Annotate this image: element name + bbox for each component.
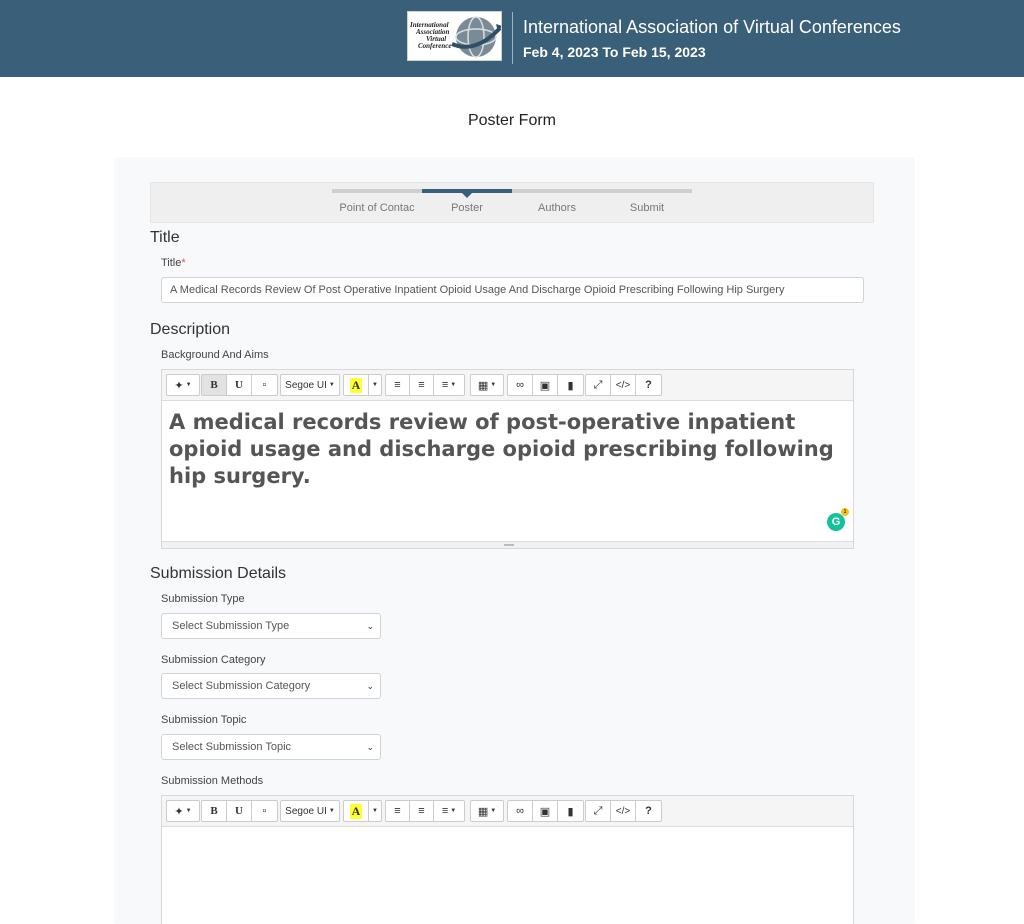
- conference-dates: Feb 4, 2023 To Feb 15, 2023: [523, 44, 706, 60]
- link-button[interactable]: [508, 801, 533, 821]
- submission-type-label: Submission Type: [161, 593, 245, 605]
- step-label: Authors: [538, 202, 576, 214]
- title-field-label: [161, 257, 186, 269]
- conference-logo[interactable]: [407, 11, 502, 61]
- chevron-down-icon: ▼: [185, 808, 192, 814]
- chevron-down-icon: ▼: [372, 808, 378, 814]
- font-name-label: Segoe UI: [285, 379, 327, 391]
- page-title: Poster Form: [467, 112, 556, 129]
- paragraph-group: [385, 800, 465, 822]
- organization-name: International Association of Virtual Conferences: [523, 17, 901, 37]
- bold-button[interactable]: B: [202, 375, 227, 395]
- grammarly-badge: 1: [841, 508, 849, 516]
- chevron-down-icon: ▼: [328, 808, 335, 814]
- code-view-button[interactable]: </>: [611, 801, 636, 821]
- format-group: [201, 800, 278, 822]
- resize-grip-icon: [504, 544, 514, 546]
- submission-category-select[interactable]: [161, 673, 381, 699]
- submission-type-select[interactable]: [161, 613, 381, 639]
- unordered-list-button[interactable]: [386, 375, 410, 395]
- form-stepper: [150, 182, 874, 223]
- submission-methods-editor: [161, 795, 854, 924]
- help-button[interactable]: ?: [645, 805, 652, 817]
- style-group: [166, 374, 200, 396]
- background-aims-editor: [161, 369, 854, 549]
- chevron-down-icon: ⌄: [366, 742, 374, 752]
- step-bar: [512, 189, 602, 193]
- ordered-list-icon: ≡: [418, 379, 425, 391]
- picture-icon: ▣: [539, 379, 551, 392]
- video-icon: ▮: [567, 379, 574, 392]
- color-group: [343, 800, 382, 822]
- align-dropdown[interactable]: [434, 801, 464, 821]
- step-bar: [602, 189, 692, 193]
- color-group: [343, 374, 382, 396]
- step-bar: [332, 189, 422, 193]
- active-step-arrow-icon: [462, 193, 472, 198]
- background-aims-label: Background And Aims: [161, 349, 269, 361]
- code-view-button[interactable]: </>: [611, 375, 636, 395]
- ordered-list-button[interactable]: [410, 801, 434, 821]
- submission-topic-value: Select Submission Topic: [172, 741, 292, 753]
- table-group: [470, 374, 504, 396]
- magic-wand-icon: ✦: [174, 379, 184, 392]
- ordered-list-button[interactable]: [410, 375, 434, 395]
- picture-button[interactable]: [533, 375, 558, 395]
- color-a-icon: A: [351, 377, 361, 392]
- misc-group: [585, 374, 662, 396]
- clear-format-button[interactable]: [252, 375, 277, 395]
- text-color-button[interactable]: [344, 801, 369, 821]
- chevron-down-icon: ▼: [185, 382, 192, 388]
- eraser-icon: ▫: [262, 379, 267, 391]
- fullscreen-button[interactable]: [586, 801, 611, 821]
- table-icon: ▦: [477, 805, 489, 818]
- link-icon: ∞: [516, 379, 524, 391]
- fullscreen-icon: ⤢: [593, 804, 603, 817]
- link-button[interactable]: [508, 375, 533, 395]
- clear-format-button[interactable]: [252, 801, 277, 821]
- unordered-list-button[interactable]: [386, 801, 410, 821]
- table-icon: ▦: [477, 379, 489, 392]
- title-section-heading: Title: [150, 229, 180, 246]
- table-dropdown[interactable]: [471, 375, 503, 395]
- editor-resize-handle[interactable]: [162, 541, 853, 548]
- color-dropdown-button[interactable]: [369, 375, 381, 395]
- misc-group: [585, 800, 662, 822]
- insert-group: [507, 374, 584, 396]
- step-label: Poster: [451, 202, 483, 214]
- chevron-down-icon: ⌄: [366, 621, 374, 631]
- fullscreen-icon: ⤢: [593, 378, 603, 391]
- bold-button[interactable]: B: [202, 801, 227, 821]
- grammarly-icon[interactable]: G 1: [827, 513, 845, 531]
- link-icon: ∞: [516, 805, 524, 817]
- title-label-text: Title: [161, 257, 182, 269]
- help-button[interactable]: ?: [645, 379, 652, 391]
- site-header: [0, 0, 1024, 77]
- video-button[interactable]: [558, 801, 583, 821]
- chevron-down-icon: ▼: [328, 382, 335, 388]
- submission-category-value: Select Submission Category: [172, 680, 311, 692]
- logo-text: [410, 22, 451, 50]
- text-color-button[interactable]: [344, 375, 369, 395]
- submission-category-label: Submission Category: [161, 654, 266, 666]
- align-icon: ≡: [441, 805, 449, 817]
- chevron-down-icon: ▼: [372, 382, 378, 388]
- video-icon: ▮: [567, 805, 574, 818]
- required-marker: *: [181, 257, 186, 269]
- editor-toolbar: [162, 796, 853, 827]
- style-button[interactable]: [167, 801, 199, 821]
- style-group: [166, 800, 200, 822]
- format-group: [201, 374, 278, 396]
- font-group: [280, 800, 340, 822]
- logo-line: Virtual: [426, 35, 447, 43]
- chevron-down-icon: ⌄: [366, 681, 374, 691]
- color-a-icon: A: [351, 803, 361, 818]
- video-button[interactable]: [558, 375, 583, 395]
- font-name-label: Segoe UI: [285, 805, 327, 817]
- picture-button[interactable]: [533, 801, 558, 821]
- table-group: [470, 800, 504, 822]
- globe-icon: [448, 14, 502, 60]
- submission-details-heading: Submission Details: [150, 565, 287, 582]
- editor-toolbar: [162, 370, 853, 401]
- submission-type-value: Select Submission Type: [172, 620, 290, 632]
- editor-content-area[interactable]: [162, 401, 853, 541]
- picture-icon: ▣: [539, 805, 551, 818]
- underline-button[interactable]: U: [227, 375, 252, 395]
- align-icon: ≡: [441, 379, 449, 391]
- magic-wand-icon: ✦: [174, 805, 184, 818]
- font-name-dropdown[interactable]: [281, 375, 339, 395]
- table-dropdown[interactable]: [471, 801, 503, 821]
- logo-line: Association: [416, 28, 450, 36]
- editor-text: A medical records review of post-operative inpatient opioid usage and discharge opioid prescribing following hip surgery.: [169, 410, 834, 488]
- submission-topic-select[interactable]: [161, 734, 381, 760]
- chevron-down-icon: ▼: [490, 382, 497, 388]
- title-input[interactable]: A Medical Records Review Of Post Operative Inpatient Opioid Usage And Discharge Opioid Prescribing Following Hip Surgery: [161, 277, 864, 303]
- underline-button[interactable]: U: [227, 801, 252, 821]
- align-dropdown[interactable]: [434, 375, 464, 395]
- fullscreen-button[interactable]: [586, 375, 611, 395]
- editor-content-area[interactable]: [162, 827, 853, 924]
- font-group: [280, 374, 340, 396]
- header-divider: [512, 12, 513, 64]
- style-button[interactable]: [167, 375, 199, 395]
- chevron-down-icon: ▼: [450, 808, 457, 814]
- eraser-icon: ▫: [262, 805, 267, 817]
- step-label: Point of Contac: [339, 202, 415, 214]
- description-section-heading: Description: [150, 321, 231, 338]
- submission-topic-label: Submission Topic: [161, 714, 247, 726]
- paragraph-group: [385, 374, 465, 396]
- unordered-list-icon: ≡: [394, 805, 401, 817]
- chevron-down-icon: ▼: [490, 808, 497, 814]
- logo-line: Conference: [418, 42, 452, 50]
- chevron-down-icon: ▼: [450, 382, 457, 388]
- logo-line: International: [410, 21, 449, 29]
- ordered-list-icon: ≡: [418, 805, 425, 817]
- color-dropdown-button[interactable]: [369, 801, 381, 821]
- submission-methods-label: Submission Methods: [161, 775, 264, 787]
- font-name-dropdown[interactable]: [281, 801, 339, 821]
- insert-group: [507, 800, 584, 822]
- unordered-list-icon: ≡: [394, 379, 401, 391]
- step-label: Submit: [629, 202, 665, 214]
